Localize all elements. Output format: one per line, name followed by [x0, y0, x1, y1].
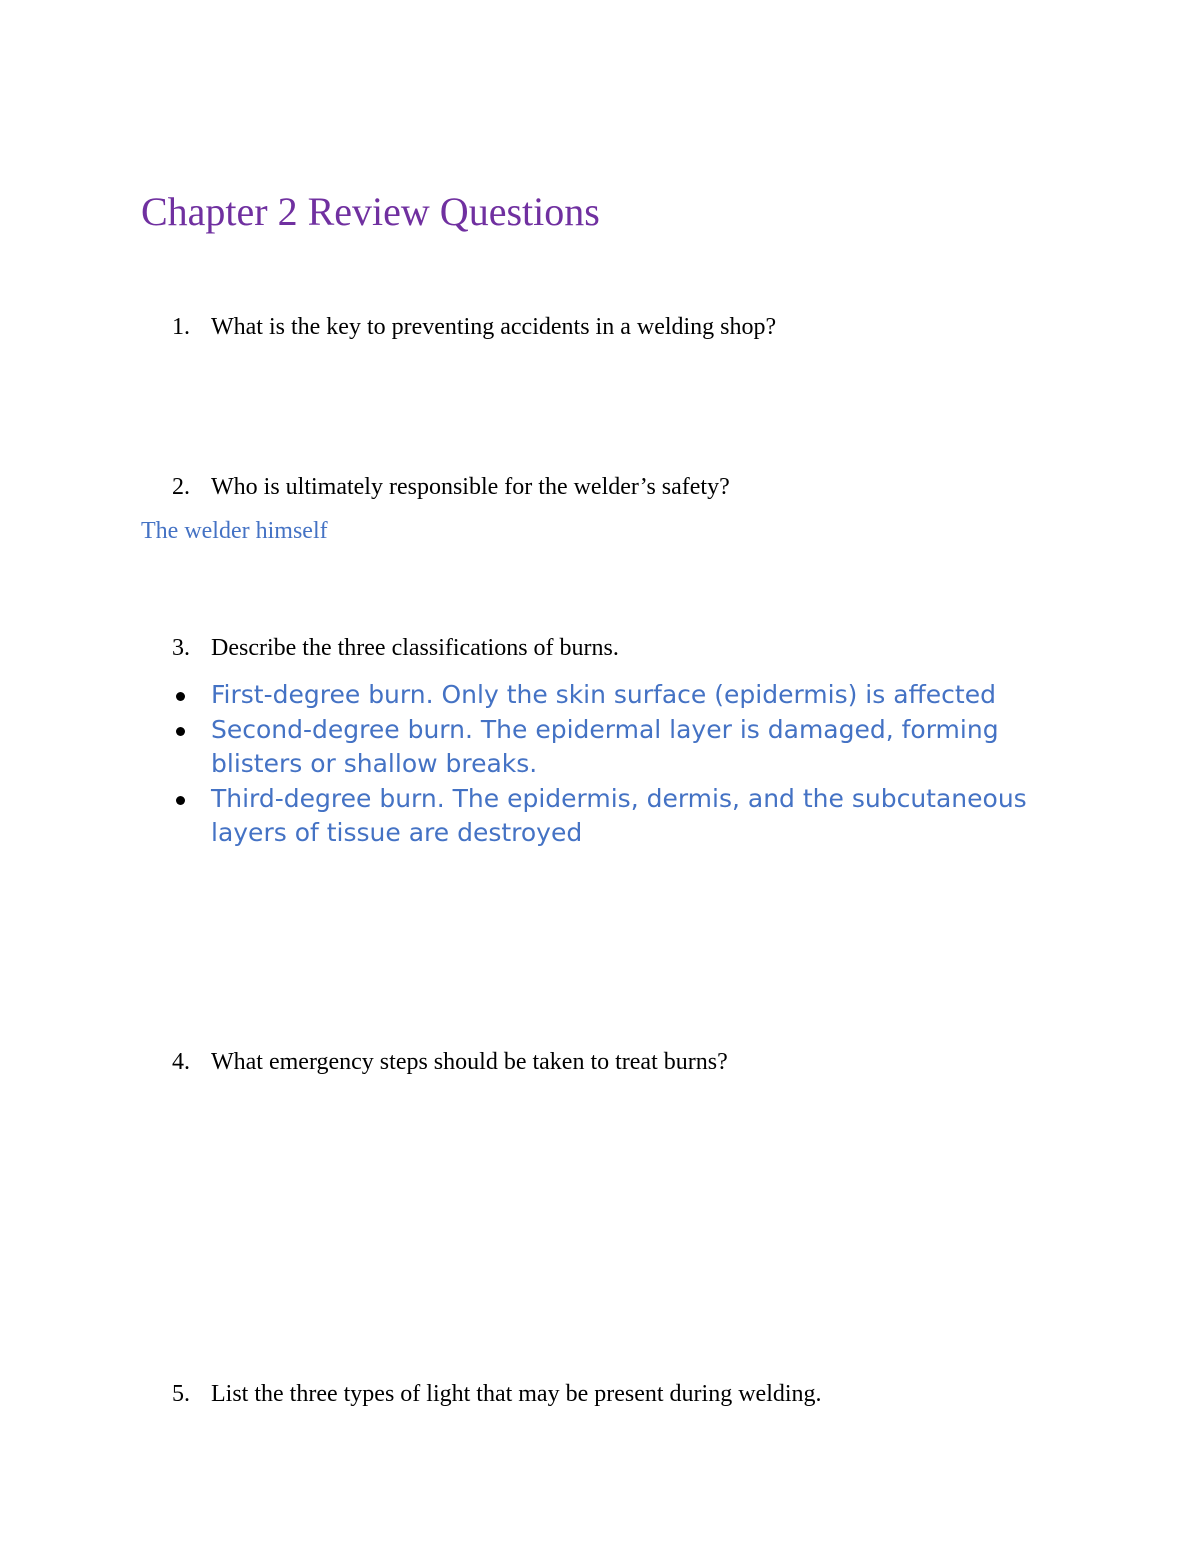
list-item-text: Third-degree burn. The epidermis, dermis, and the subcutaneous layers of tissue are destroyed [211, 783, 1027, 847]
question-text: Describe the three classifications of burns. [211, 635, 619, 661]
question-text: List the three types of light that may be present during welding. [211, 1381, 822, 1407]
page-title: Chapter 2 Review Questions [141, 189, 600, 234]
list-item-text: First-degree burn. Only the skin surface (epidermis) is affected [211, 680, 996, 709]
question-text: What is the key to preventing accidents in a welding shop? [211, 314, 777, 340]
question-2 [172, 472, 730, 502]
list-item [172, 782, 1052, 851]
answer-3-list [172, 678, 1052, 851]
list-item-text: Second-degree burn. The epidermal layer is damaged, forming blisters or shallow breaks. [211, 714, 999, 778]
question-number: 3. [172, 635, 190, 661]
question-text: What emergency steps should be taken to treat burns? [211, 1049, 728, 1075]
bullet-icon [176, 692, 185, 701]
answer-2: The welder himself [141, 518, 328, 544]
list-item [172, 713, 1052, 782]
bullet-icon [176, 796, 185, 805]
question-number: 5. [172, 1381, 190, 1407]
question-number: 4. [172, 1049, 190, 1075]
question-number: 2. [172, 474, 190, 500]
question-1 [172, 312, 776, 342]
question-3 [172, 633, 619, 663]
list-item [172, 678, 1052, 713]
question-4 [172, 1047, 728, 1077]
bullet-icon [176, 727, 185, 736]
question-number: 1. [172, 314, 190, 340]
question-text: Who is ultimately responsible for the welder’s safety? [211, 474, 730, 500]
question-5 [172, 1379, 822, 1409]
